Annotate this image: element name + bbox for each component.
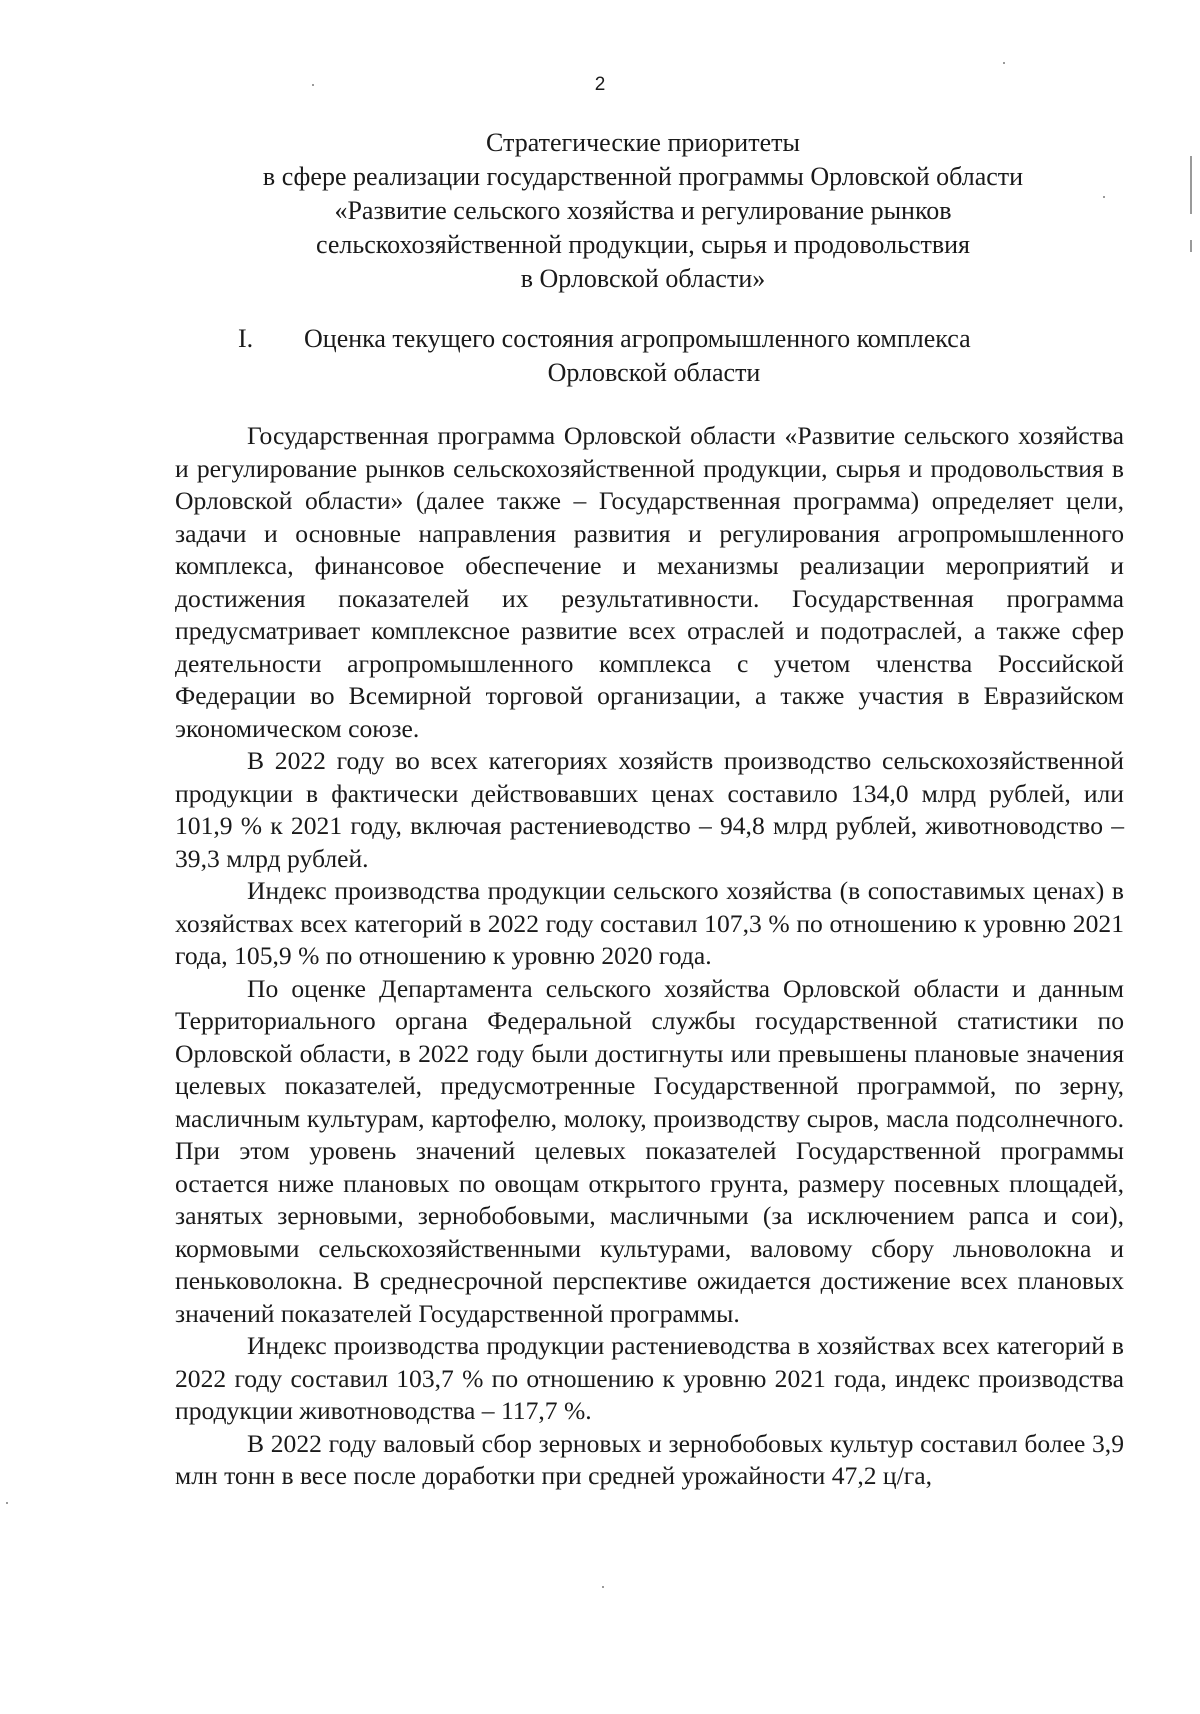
paragraph: По оценке Департамента сельского хозяйства Орловской области и данным Территориального органа Федеральной службы государственной статистики по Орловской области, в 2022 году были достигнуты или превышены плановые значения целевых показателей, предусмотренные Государственной программой, по зерну, масличным культурам, картофелю, молоку, производству сыров, масла подсолнечного. При этом уровень значений целевых показателей Государственной программы остается ниже плановых по овощам открытого грунта, размеру посевных площадей, занятых зерновыми, зернобобовыми, масличными (за исключением рапса и сои), кормовыми сельскохозяйственными культурами, валовому сбору льноволокна и пеньковолокна. В среднесрочной перспективе ожидается достижение всех плановых значений показателей Государственной программы.: [175, 973, 1124, 1328]
paragraph: Индекс производства продукции сельского хозяйства (в сопоставимых ценах) в хозяйствах всех категорий в 2022 году составил 107,3 % по отношению к уровню 2021 года, 105,9 % по отношению к уровню 2020 года.: [175, 876, 1124, 970]
paragraph: В 2022 году во всех категориях хозяйств производство сельскохозяйственной продукции в фактически действовавших ценах составило 134,0 млрд рублей, или 101,9 % к 2021 году, включая растениеводство – 94,8 млрд рублей, животноводство – 39,3 млрд рублей.: [175, 746, 1124, 873]
section-title: Оценка текущего состояния агропромышленного комплекса: [304, 324, 971, 353]
section-number: I.: [238, 324, 254, 353]
paragraph: Государственная программа Орловской области «Развитие сельского хозяйства и регулирование рынков сельскохозяйственной продукции, сырья и продовольствия в Орловской области» (далее также – Государственная программа) определяет цели, задачи и основные направления развития и регулирования агропромышленного комплекса, финансовое обеспечение и механизмы реализации мероприятий и достижения показателей их результативности. Государственная программа предусматривает комплексное развитие всех отраслей и подотраслей, а также сфер деятельности агропромышленного комплекса с учетом членства Российской Федерации во Всемирной торговой организации, а также участия в Евразийском экономическом союзе.: [175, 421, 1124, 743]
paragraph: В 2022 году валовый сбор зерновых и зернобобовых культур составил более 3,9 млн тонн в весе после доработки при средней урожайности 47,2 ц/га,: [175, 1428, 1124, 1490]
scan-mark: [1003, 62, 1005, 64]
document-body: [175, 420, 1124, 1493]
title-line: в Орловской области»: [520, 264, 766, 293]
title-line: в сфере реализации государственной программы Орловской области: [262, 162, 1024, 191]
scan-mark: [1190, 240, 1192, 252]
scan-mark: [312, 84, 314, 86]
title-line: сельскохозяйственной продукции, сырья и продовольствия: [316, 230, 970, 259]
section-heading-line: [150, 322, 1136, 356]
paragraph: Индекс производства продукции растениеводства в хозяйствах всех категорий в 2022 году составил 103,7 % по отношению к уровню 2021 года, индекс производства продукции животноводства – 117,7 %.: [175, 1331, 1124, 1425]
page-number: 2: [594, 74, 606, 95]
scan-mark: [6, 1502, 8, 1504]
section-title-continued: Орловской области: [547, 358, 761, 387]
title-line: Стратегические приоритеты: [486, 128, 800, 157]
document-title: [150, 126, 1136, 296]
title-line: «Развитие сельского хозяйства и регулирование рынков: [334, 196, 952, 225]
scan-mark: [1103, 196, 1105, 198]
section-heading: [150, 322, 1136, 390]
scan-mark: [602, 1586, 604, 1588]
scan-mark: [1190, 156, 1192, 214]
